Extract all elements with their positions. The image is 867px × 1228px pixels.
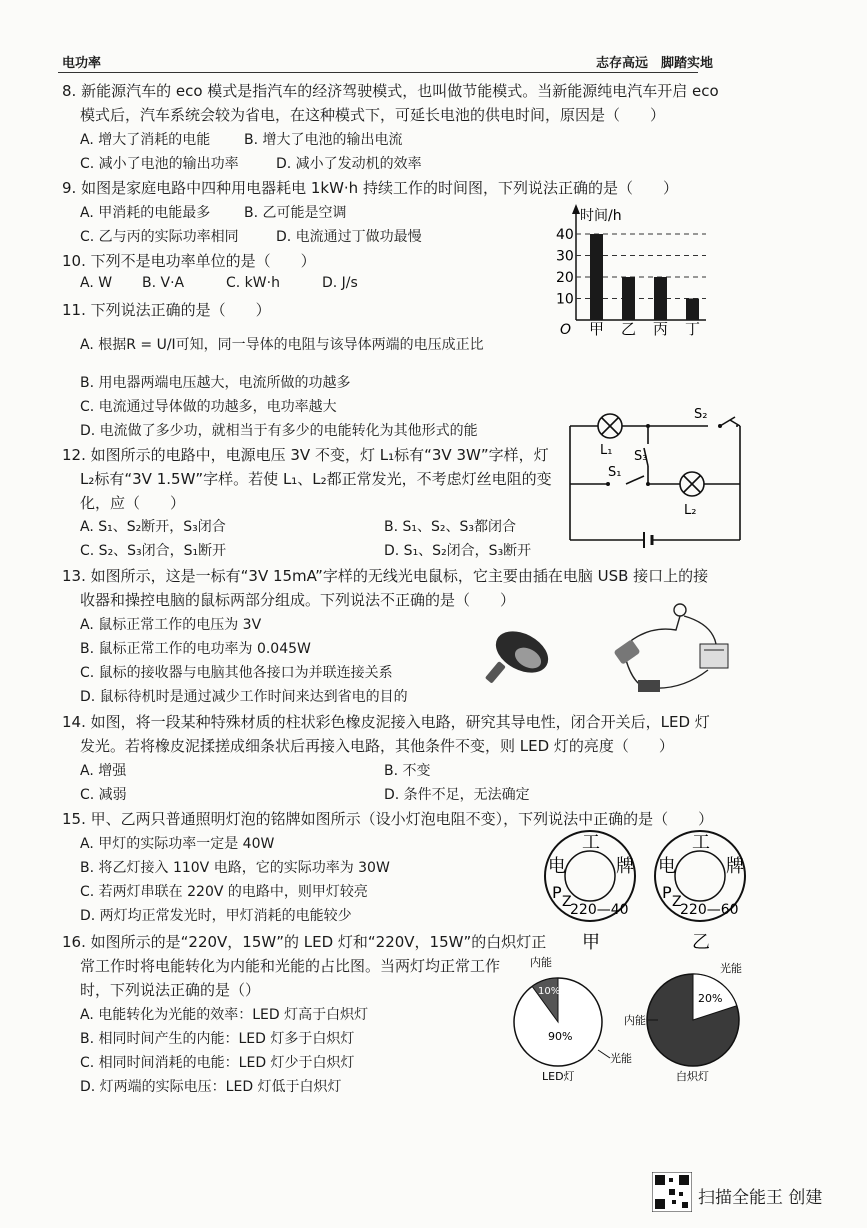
usb-receiver <box>485 661 506 684</box>
q12-circuit-diagram <box>560 408 750 558</box>
q8-option-c: C. 减小了电池的输出功率 <box>80 156 239 172</box>
q12-junction <box>646 482 650 486</box>
q9-category-label: 丁 <box>685 320 701 338</box>
q10-option-c: C. kW·h <box>226 275 280 291</box>
q16-line3: 时，下列说法正确的是（） <box>80 981 261 999</box>
q9-y-tick-label: 30 <box>556 248 574 265</box>
lamp-b-caption: 乙 <box>692 932 710 953</box>
q12-label-l1: L₁ <box>600 443 613 458</box>
battery-box <box>700 644 728 668</box>
q10-line1: 10. 下列不是电功率单位的是（ ） <box>62 252 316 270</box>
lamp-a-nameplate <box>545 831 635 953</box>
q9-bar <box>686 299 699 321</box>
lamp-a-right-char: 牌 <box>616 856 634 877</box>
q9-category-label: 乙 <box>621 320 637 338</box>
lamp-b-top-char: 工 <box>692 832 710 853</box>
lamp-b-p: P <box>662 883 672 902</box>
q12-option-c: C. S₂、S₃闭合，S₁断开 <box>80 543 227 559</box>
switch <box>638 680 660 692</box>
q11-option-c: C. 电流通过导体做的功越多，电功率越大 <box>80 399 337 415</box>
header-left: 电功率 <box>62 56 102 71</box>
q13-option-a: A. 鼠标正常工作的电压为 3V <box>80 617 262 633</box>
q9-y-axis-label: 时间/h <box>580 208 622 224</box>
header-rule <box>58 72 698 73</box>
q8-option-b: B. 增大了电池的输出电流 <box>244 132 403 148</box>
led-light-pct: 90% <box>548 1030 573 1043</box>
q8-line2: 模式后，汽车系统会较为省电，在这种模式下，可延长电池的供电时间，原因是（ ） <box>80 106 666 124</box>
clay-cylinder <box>613 639 640 665</box>
q8-line1: 8. 新能源汽车的 eco 模式是指汽车的经济驾驶模式，也叫做节能模式。当新能源纯电汽车开启 eco <box>62 82 719 100</box>
lamp-b-nameplate <box>655 831 745 953</box>
q16-option-d: D. 灯两端的实际电压：LED 灯低于白炽灯 <box>80 1079 342 1095</box>
scanner-brand: 扫描全能王 创建 <box>698 1188 823 1208</box>
lamp-a-top-char: 工 <box>582 832 600 853</box>
q12-s2-pivot <box>718 424 722 428</box>
q9-option-a: A. 甲消耗的电能最多 <box>80 205 211 221</box>
q16-option-a: A. 电能转化为光能的效率：LED 灯高于白炽灯 <box>80 1007 369 1023</box>
lamp-a-caption: 甲 <box>582 932 600 953</box>
q9-category-label: 甲 <box>589 320 605 338</box>
q14-line1: 14. 如图，将一段某种特殊材质的柱状彩色橡皮泥接入电路，研究其导电性，闭合开关后，LED 灯 <box>62 713 710 731</box>
q12-line2: L₂标有“3V 1.5W”字样。若使 L₁、L₂都正常发光，不考虑灯丝电阻的变 <box>80 470 552 488</box>
q15-line1: 15. 甲、乙两只普通照明灯泡的铭牌如图所示（设小灯泡电阻不变），下列说法中正确的是（ ） <box>62 810 714 828</box>
q9-categories <box>589 320 700 338</box>
lamp-a-z: Z <box>562 894 572 910</box>
q14-option-b: B. 不变 <box>384 763 431 779</box>
q14-option-d: D. 条件不足，无法确定 <box>384 787 530 803</box>
q16-option-c: C. 相同时间消耗的电能：LED 灯少于白炽灯 <box>80 1055 355 1071</box>
q12-label-s2: S₂ <box>694 408 708 422</box>
q12-s1-pivot <box>606 482 610 486</box>
lamp-b-rating: 220—60 <box>680 902 739 918</box>
incandescent-light-pct: 20% <box>698 992 723 1005</box>
q12-junction-top <box>646 424 650 428</box>
q14-led-circuit <box>612 600 732 700</box>
q9-y-axis-arrow <box>572 204 580 214</box>
lamp-a-left-char: 电 <box>548 856 566 877</box>
q13-option-b: B. 鼠标正常工作的电功率为 0.045W <box>80 641 311 657</box>
lamp-a-p: P <box>552 883 562 902</box>
q14-option-c: C. 减弱 <box>80 787 127 803</box>
lamp-b-left-char: 电 <box>658 856 676 877</box>
q12-label-s3: S₃ <box>634 449 648 464</box>
incandescent-light-label: 光能 <box>720 962 742 975</box>
led-light-label: 光能 <box>610 1052 632 1065</box>
q15-nameplates <box>540 826 750 956</box>
q15-option-b: B. 将乙灯接入 110V 电路，它的实际功率为 30W <box>80 860 390 876</box>
q13-option-d: D. 鼠标待机时是通过减少工作时间来达到省电的目的 <box>80 689 408 705</box>
q9-bar <box>590 234 603 320</box>
q12-line1: 12. 如图所示的电路中，电源电压 3V 不变，灯 L₁标有“3V 3W”字样，灯 <box>62 446 549 464</box>
q14-option-a: A. 增强 <box>80 763 127 779</box>
qr-code-icon <box>652 1172 692 1212</box>
q10-option-a: A. W <box>80 275 113 291</box>
q16-line2: 常工作时将电能转化为内能和光能的占比图。当两灯均正常工作 <box>80 957 501 975</box>
led-heat-pct: 10% <box>538 986 561 997</box>
q8-option-a: A. 增大了消耗的电能 <box>80 132 211 148</box>
lamp-a-rating: 220—40 <box>570 902 629 918</box>
q12-label-s1: S₁ <box>608 465 622 480</box>
q9-y-tick-label: 20 <box>556 270 574 286</box>
q15-option-d: D. 两灯均正常发光时，甲灯消耗的电能较少 <box>80 908 352 924</box>
q9-category-label: 丙 <box>653 320 669 338</box>
q9-option-b: B. 乙可能是空调 <box>244 205 347 221</box>
q14-line2: 发光。若将橡皮泥揉搓成细条状后再接入电路，其他条件不变，则 LED 灯的亮度（ ） <box>80 737 674 755</box>
q9-bar <box>654 277 667 320</box>
q10-option-d: D. J/s <box>322 275 358 291</box>
q11-option-a: A. 根据R = U/I可知，同一导体的电阻与该导体两端的电压成正比 <box>80 337 484 353</box>
lamp-b-right-char: 牌 <box>726 856 744 877</box>
q12-line3: 化，应（ ） <box>80 494 186 512</box>
header-right: 志存高远 脚踏实地 <box>596 56 714 71</box>
q9-bar <box>622 277 635 320</box>
led-heat-label: 内能 <box>530 956 552 969</box>
q10-option-b: B. V·A <box>142 275 185 291</box>
q9-origin: O <box>560 322 572 338</box>
q16-option-b: B. 相同时间产生的内能：LED 灯多于白炽灯 <box>80 1031 355 1047</box>
q8-option-d: D. 减小了发动机的效率 <box>276 156 422 172</box>
q9-time-chart <box>556 200 716 338</box>
q12-option-d: D. S₁、S₂闭合，S₃断开 <box>384 543 532 559</box>
q13-line2: 收器和操控电脑的鼠标两部分组成。下列说法不正确的是（ ） <box>80 591 516 609</box>
q11-line1: 11. 下列说法正确的是（ ） <box>62 301 271 319</box>
q16-line1: 16. 如图所示的是“220V，15W”的 LED 灯和“220V，15W”的白炽灯正 <box>62 933 547 951</box>
q12-label-l2: L₂ <box>684 503 697 518</box>
lamp-b-z: Z <box>672 894 682 910</box>
q12-option-a: A. S₁、S₂断开，S₃闭合 <box>80 519 226 535</box>
led-caption: LED灯 <box>542 1070 575 1083</box>
q13-option-c: C. 鼠标的接收器与电脑其他各接口为并联连接关系 <box>80 665 393 681</box>
q11-option-d: D. 电流做了多少功，就相当于有多少的电能转化为其他形式的能 <box>80 423 478 439</box>
q16-energy-pies <box>508 952 758 1088</box>
incandescent-heat-label: 内能 <box>624 1014 646 1027</box>
q15-option-a: A. 甲灯的实际功率一定是 40W <box>80 836 275 852</box>
q9-line1: 9. 如图是家庭电路中四种用电器耗电 1kW·h 持续工作的时间图，下列说法正确的是（ ） <box>62 179 678 197</box>
q12-option-b: B. S₁、S₂、S₃都闭合 <box>384 519 517 535</box>
q13-wireless-mouse <box>476 618 556 698</box>
q9-option-c: C. 乙与丙的实际功率相同 <box>80 229 239 245</box>
incandescent-caption: 白炽灯 <box>676 1070 709 1083</box>
led-bulb <box>674 604 686 616</box>
q15-option-c: C. 若两灯串联在 220V 的电路中，则甲灯较亮 <box>80 884 368 900</box>
q9-y-tick-label: 10 <box>556 291 574 308</box>
q9-y-tick-label: 40 <box>556 227 574 243</box>
q11-option-b: B. 用电器两端电压越大，电流所做的功越多 <box>80 375 351 391</box>
q13-line1: 13. 如图所示，这是一标有“3V 15mA”字样的无线光电鼠标，它主要由插在电脑 USB 接口上的接 <box>62 567 709 585</box>
q9-option-d: D. 电流通过丁做功最慢 <box>276 229 422 245</box>
